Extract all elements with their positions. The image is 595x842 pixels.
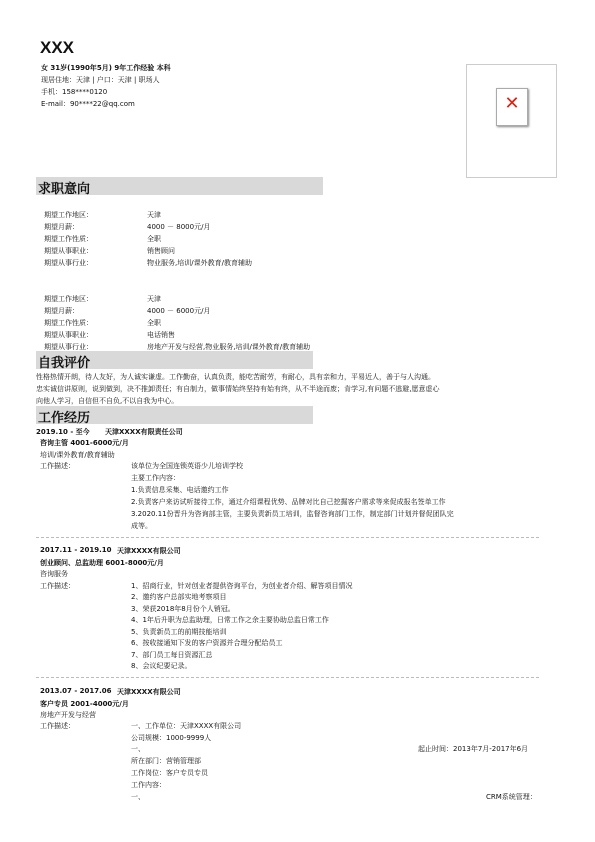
job-title-salary: 客户专员 2001-4000元/月: [40, 700, 129, 708]
job-desc-line: 一、: [131, 745, 145, 753]
intent-label: 期望工作地区：: [44, 211, 93, 219]
intent-label: 期望从事行业：: [44, 343, 93, 351]
divider: [36, 677, 539, 678]
intent-label: 期望工作性质：: [44, 319, 93, 327]
job-desc-label: 工作描述：: [40, 722, 75, 730]
job-desc-line: 3、荣获2018年8月份个人销冠。: [131, 605, 235, 613]
intent-value: 电话销售: [147, 331, 175, 339]
self-eval-line: 忠实诚信讲原则，说到做到，决不推卸责任；有自制力，做事情始终坚持有始有终，从不半途而废；肯学习,有问题不逃避,愿意虚心: [36, 385, 440, 393]
job-period: 2017.11 - 2019.10: [40, 546, 112, 554]
intent-label: 期望月薪：: [44, 307, 79, 315]
phone-info: 手机：158****0120: [41, 88, 108, 96]
job-industry: 咨询服务: [40, 570, 68, 578]
crm-note: CRM系统管理：: [486, 793, 537, 801]
section-self-eval-header: [36, 351, 313, 369]
intent-value: 天津: [147, 295, 161, 303]
job-title-salary: 咨询主管 4001-6000元/月: [40, 439, 129, 447]
job-desc-line: 一、: [131, 793, 145, 801]
intent-value: 全职: [147, 235, 161, 243]
job-desc-line: 工作内容：: [131, 781, 166, 789]
job-period-note: 起止时间：2013年7月-2017年6月: [418, 745, 529, 753]
job-desc-line: 成等。: [131, 522, 152, 530]
job-desc-line: 3.2020.11份晋升为咨询部主管，主要负责新员工培训，监督咨询部门工作，制定部门计划并督促团队完: [131, 510, 454, 518]
section-title: 自我评价: [38, 356, 91, 371]
intent-label: 期望从事职业：: [44, 331, 93, 339]
job-desc-label: 工作描述：: [40, 462, 75, 470]
section-work-header: [36, 406, 313, 424]
job-desc-line: 公司规模：1000-9999人: [131, 734, 212, 742]
intent-label: 期望从事职业：: [44, 247, 93, 255]
job-period: 2013.07 - 2017.06: [40, 687, 112, 695]
intent-value: 4000 － 8000元/月: [147, 223, 211, 231]
intent-value: 4000 － 6000元/月: [147, 307, 211, 315]
job-company: 天津XXXX有限责任公司: [105, 428, 183, 436]
job-desc-line: 5、负责新员工的前期技能培训: [131, 628, 227, 636]
section-title: 求职意向: [38, 182, 91, 197]
section-job-intent-header: [36, 177, 323, 195]
job-desc-line: 1、招商行业，针对创业者提供咨询平台，为创业者介绍、解答项目情况: [131, 582, 353, 590]
profile-photo: [466, 64, 557, 178]
job-desc-line: 2、邀约客户总部实地考察项目: [131, 593, 227, 601]
self-eval-line: 性格热情开朗，待人友好，为人诚实谦虚。工作勤奋，认真负责，能吃苦耐劳，有耐心，具有亲和力，平易近人，善于与人沟通。: [36, 373, 435, 381]
job-desc-line: 4、1年后升职为总监助理，日常工作之余主要协助总监日常工作: [131, 616, 329, 624]
basic-info: 女 31岁(1990年5月) 9年工作经验 本科: [41, 64, 171, 72]
broken-image-icon: ✕: [496, 88, 528, 126]
job-desc-line: 2.负责客户来访试听接待工作，通过介绍课程优势、品牌对比自己挖掘客户需求等来促成报名签单工作: [131, 498, 446, 506]
job-desc-label: 工作描述：: [40, 582, 75, 590]
job-desc-line: 主要工作内容：: [131, 474, 180, 482]
intent-value: 天津: [147, 211, 161, 219]
job-desc-line: 该单位为全国连锁英语少儿培训学校: [131, 462, 243, 470]
intent-value: 销售顾问: [147, 247, 175, 255]
job-industry: 房地产开发与经营: [40, 711, 96, 719]
intent-label: 期望工作性质：: [44, 235, 93, 243]
section-title: 工作经历: [38, 411, 91, 426]
job-company: 天津XXXX有限公司: [117, 547, 181, 555]
job-desc-line: 8、会议纪要记录。: [131, 662, 192, 670]
job-desc-line: 所在部门：营销管理部: [131, 757, 201, 765]
job-desc-line: 工作岗位：客户专员专员: [131, 769, 208, 777]
intent-value: 物业服务,培训/课外教育/教育辅助: [147, 259, 252, 267]
job-desc-line: 一、工作单位：天津XXXX有限公司: [131, 722, 242, 730]
job-desc-line: 7、部门员工每日资源汇总: [131, 651, 213, 659]
job-period: 2019.10 - 至今: [36, 428, 90, 436]
intent-label: 期望从事行业：: [44, 259, 93, 267]
job-title-salary: 创业顾问、总监助理 6001-8000元/月: [40, 559, 164, 567]
candidate-name: XXX: [40, 38, 75, 57]
intent-value: 全职: [147, 319, 161, 327]
job-desc-line: 1.负责信息采集、电话邀约工作: [131, 486, 229, 494]
divider: [36, 537, 539, 538]
intent-value: 房地产开发与经营,物业服务,培训/课外教育/教育辅助: [147, 343, 311, 351]
job-desc-line: 6、按收接通知下发的客户资源并合理分配给员工: [131, 639, 283, 647]
intent-label: 期望工作地区：: [44, 295, 93, 303]
job-company: 天津XXXX有限公司: [117, 688, 181, 696]
job-industry: 培训/课外教育/教育辅助: [40, 451, 115, 459]
email-info: E-mail：90****22@qq.com: [41, 100, 135, 108]
residence-info: 现居住地：天津 | 户口：天津 | 职场人: [41, 76, 160, 84]
self-eval-line: 向他人学习，自信但不自负,不以自我为中心。: [36, 397, 179, 405]
intent-label: 期望月薪：: [44, 223, 79, 231]
